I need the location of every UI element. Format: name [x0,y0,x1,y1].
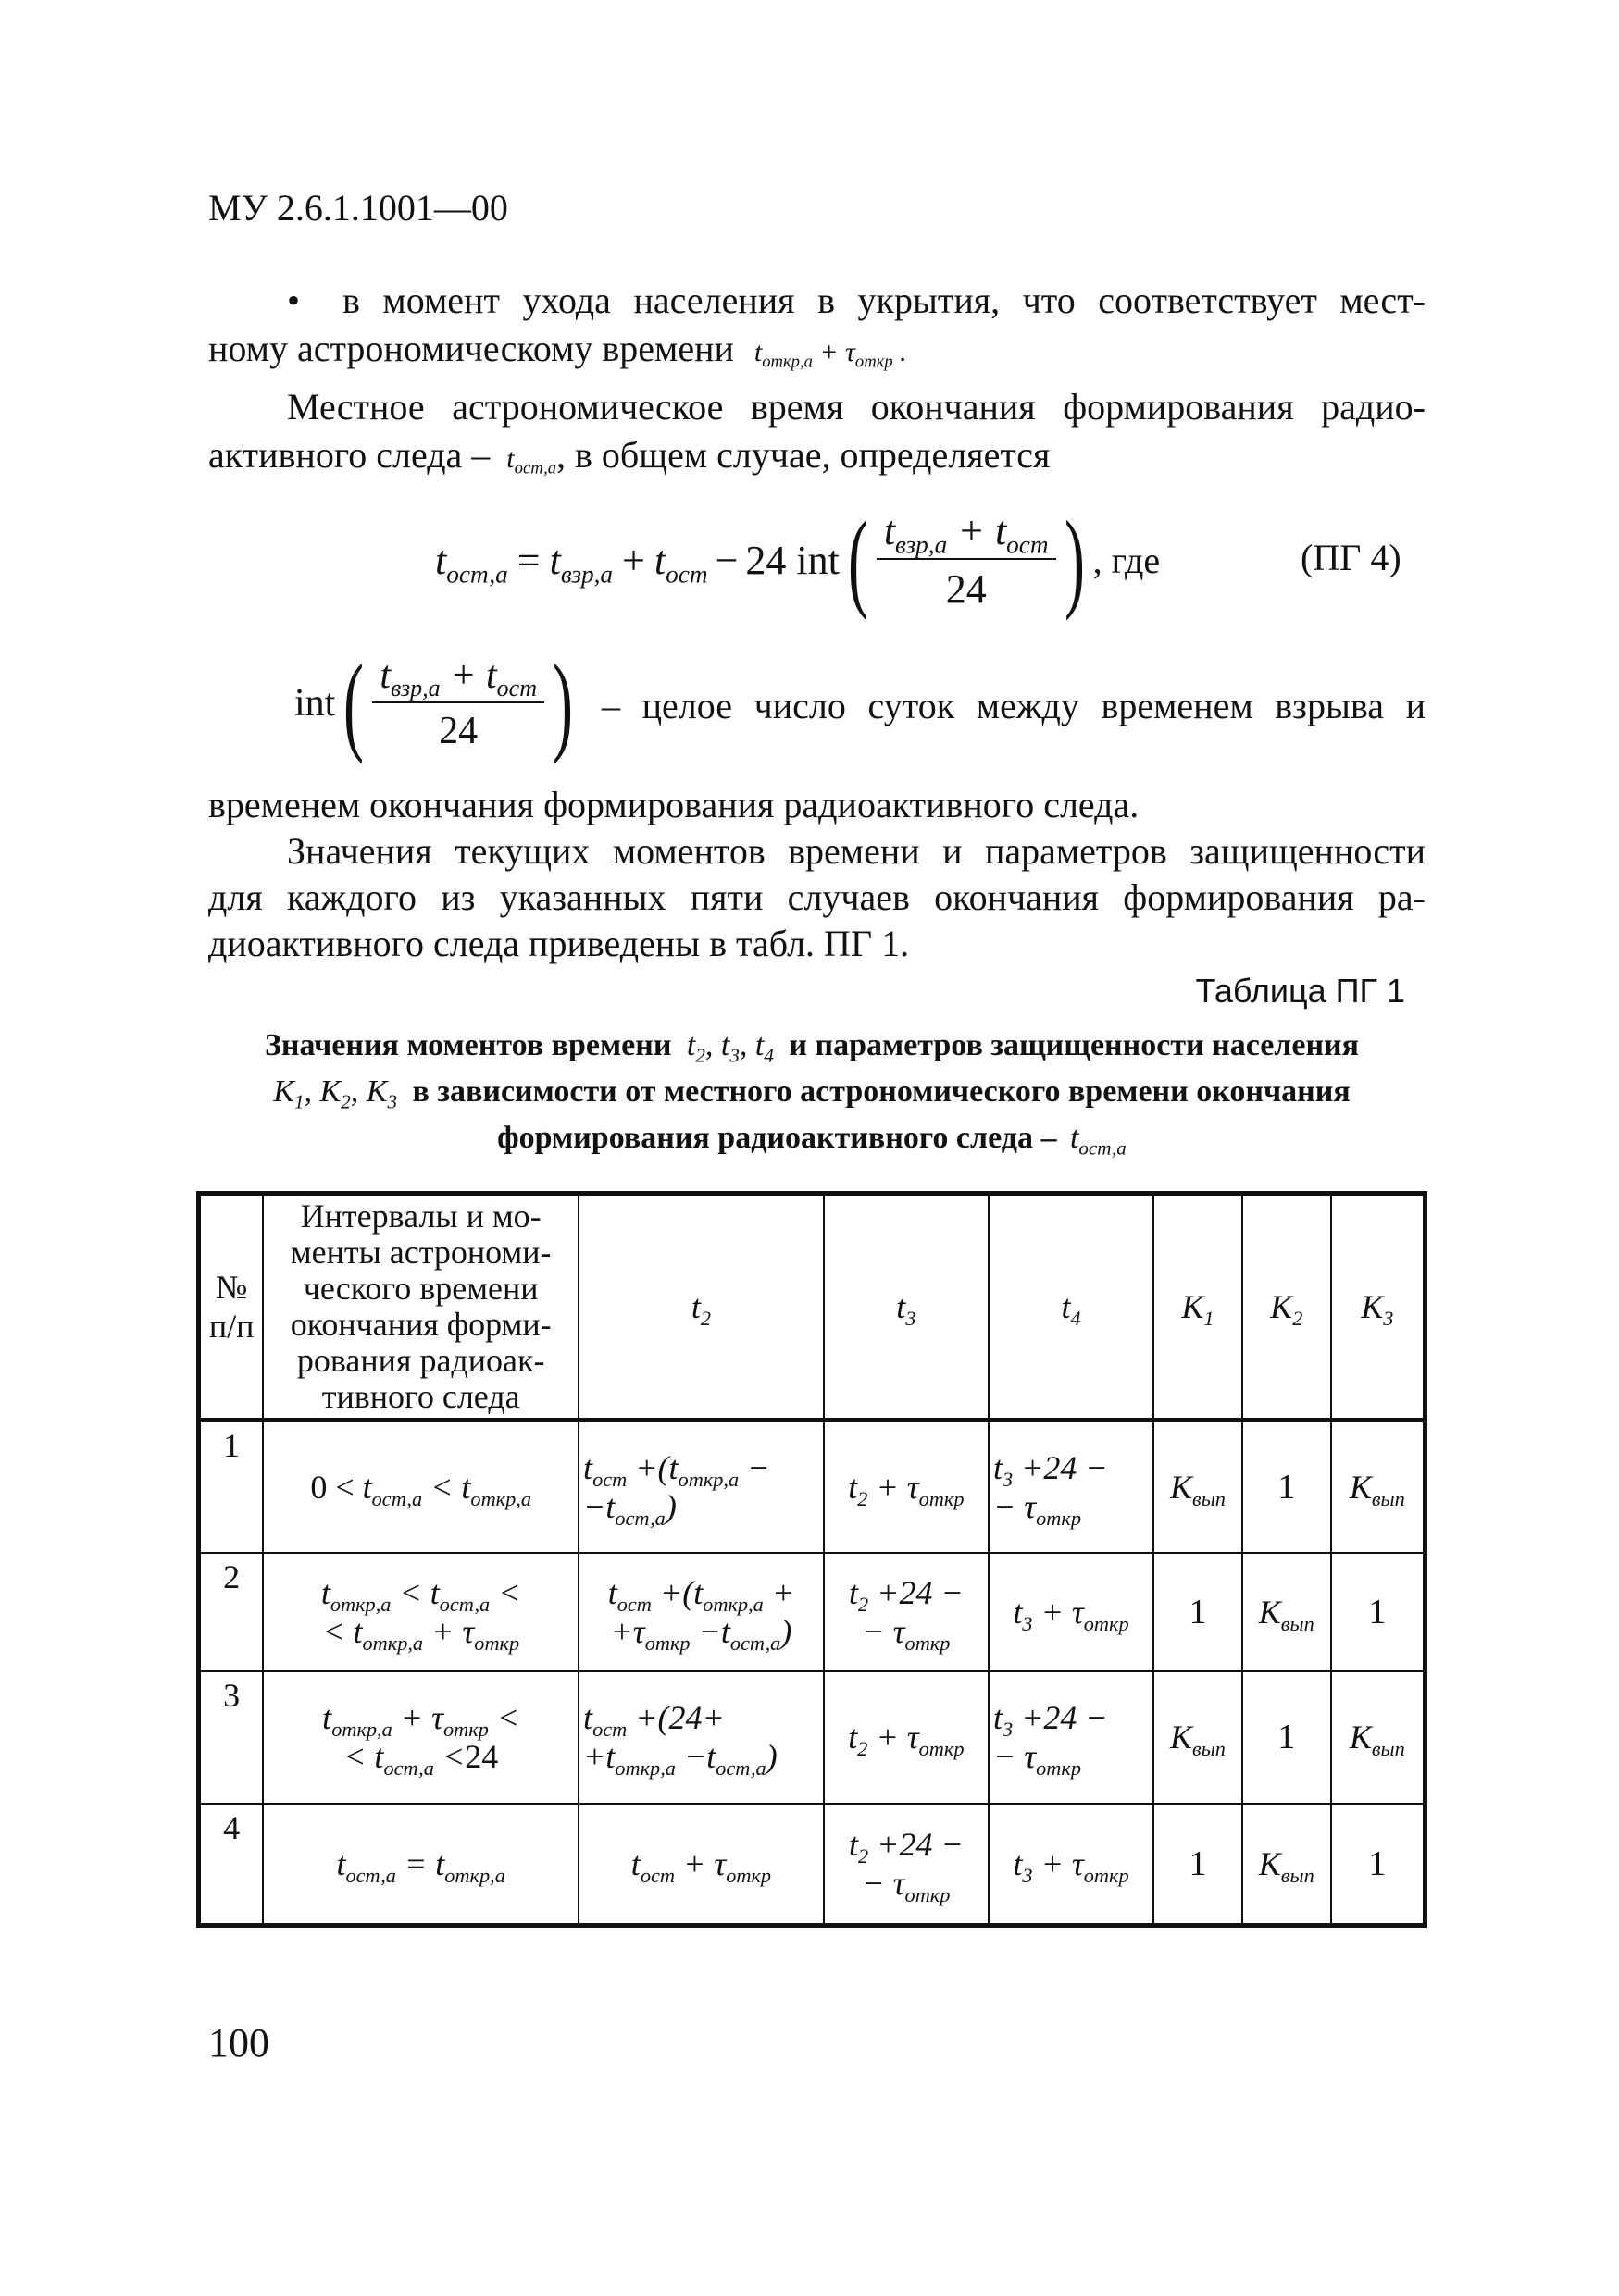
running-header: МУ 2.6.1.1001—00 [208,187,508,229]
formula-equals: = [517,537,541,583]
row3-k3: $K_{вып}$ [1331,1671,1426,1804]
row1-k1: $K_{вып}$ [1153,1421,1242,1553]
table-row [199,1804,1426,1926]
header-num: № п/п [199,1194,264,1421]
header-t3: $t_3$ [824,1194,989,1421]
row2-k3: 1 [1331,1553,1426,1671]
header-t2: $t_2$ [579,1194,824,1421]
para1-line-2a: активного следа – [208,434,491,476]
table-header-row [199,1194,1426,1421]
formula-24int: 24 int [745,537,840,583]
row2-k2: $K_{вып}$ [1242,1553,1331,1671]
para1-tosta: $t_{ост,а}$ [506,443,557,478]
formula-tvzr: $t_{взр,а}$ [549,537,614,589]
row3-interval: $t_{откр,а} + \tau_{откр}$ < < $t_{ост,а} <24$ [263,1671,579,1804]
row1-t3: $t_2 + \tau_{откр}$ [824,1421,989,1553]
formula-paren-close: ) [1064,498,1085,621]
bullet-formula: $t_{откр,а} + \tau_{откр}$ . [753,337,907,372]
row4-k1: 1 [1153,1804,1242,1926]
int-word: int [294,682,336,725]
row3-k1: $K_{вып}$ [1153,1671,1242,1804]
row1-k2: 1 [1242,1421,1331,1553]
table-row [199,1553,1426,1671]
para2-line-3: диоактивного следа приведены в табл. ПГ 1. [208,923,910,964]
para1-line-2 [208,432,1050,481]
int-expression [294,639,581,768]
table-row [199,1421,1426,1553]
row-num: 3 [199,1671,264,1804]
formula-where: , где [1092,539,1161,581]
formula-lhs: $t_{ост,а}$ [435,537,508,589]
formula-denominator: 24 [945,566,987,612]
int-numerator: $t_{взр,а} + t_{ост}$ [372,653,544,703]
header-k1: $K_1$ [1153,1194,1242,1421]
formula-tost: $t_{ост}$ [654,537,708,589]
caption-t234: $t_2$, $t_3$, $t_4$ [686,1028,774,1067]
caption-line-3 [196,1115,1427,1161]
formula-paren-open: ( [847,498,868,621]
formula-plus: + [622,537,645,583]
caption-line-1a: Значения моментов времени [264,1028,672,1062]
para2-line-1: Значения текущих моментов времени и параметров защищенности [287,830,1426,872]
int-denominator: 24 [439,710,479,752]
formula-numerator: $t_{взр,а} + t_{ост}$ [877,507,1056,560]
caption-tosta: $t_{ост,а}$ [1069,1121,1127,1160]
caption-k123: $K_1$, $K_2$, $K_3$ [273,1074,397,1113]
para2-line-2: для каждого из указанных пяти случаев окончания формирования ра- [208,876,1426,918]
row4-t2: $t_{ост} + \tau_{откр}$ [579,1804,824,1926]
row-num: 4 [199,1804,264,1926]
caption-line-2b: в зависимости от местного астрономического времени окончания [412,1074,1351,1109]
row1-t4: $t_3 +24$ − − $\tau_{откр}$ [989,1421,1153,1553]
int-text-line-2: временем окончания формирования радиоактивного следа. [208,784,1140,825]
int-text-line-1: – целое число суток между временем взрыва и [602,685,1426,726]
formula-pg4 [435,495,1160,625]
bullet-marker: • [287,279,301,321]
row2-t3: $t_2 +24$ − − $\tau_{откр}$ [824,1553,989,1671]
row3-t2: $t_{ост} +(24+$ $+t_{откр,а} -t_{ост,а}$) [579,1671,824,1804]
int-fraction [372,653,544,753]
row1-t2: $t_{ост} +(t_{откр,а}$ − $-t_{ост,а}$) [579,1421,824,1553]
formula-minus: − [715,537,739,583]
int-paren-open: ( [343,641,365,764]
para1-line-1: Местное астрономическое время окончания формирования радио- [287,386,1426,428]
table-row [199,1671,1426,1804]
row4-interval: $t_{ост,а} = t_{откр,а}$ [263,1804,579,1926]
row-num: 2 [199,1553,264,1671]
row4-t3: $t_2 +24$ − − $\tau_{откр}$ [824,1804,989,1926]
table-label: Таблица ПГ 1 [1195,972,1405,1010]
caption-line-3a: формирования радиоактивного следа – [497,1121,1057,1155]
row2-t4: $t_3 + \tau_{откр}$ [989,1553,1153,1671]
bullet-line-2 [208,326,907,375]
row3-k2: 1 [1242,1671,1331,1804]
header-k2: $K_2$ [1242,1194,1331,1421]
header-t4: $t_4$ [989,1194,1153,1421]
row2-t2: $t_{ост} +(t_{откр,а}$ + $+\tau_{откр} -t_{ост,а}$) [579,1553,824,1671]
para1-line-2b: , в общем случае, определяется [556,434,1051,476]
row1-k3: $K_{вып}$ [1331,1421,1426,1553]
caption-line-2 [196,1069,1427,1115]
formula-label: (ПГ 4) [1301,537,1401,578]
row2-k1: 1 [1153,1553,1242,1671]
row2-interval: $t_{откр,а} < t_{ост,а}$ < < $t_{откр,а} + \tau_{откр}$ [263,1553,579,1671]
page-number: 100 [208,2020,269,2066]
row4-k2: $K_{вып}$ [1242,1804,1331,1926]
table-caption [196,1023,1427,1161]
row3-t4: $t_3 +24$ − − $\tau_{откр}$ [989,1671,1153,1804]
bullet-line-2-text: ному астрономическому времени [208,328,734,369]
row1-interval: $0 < t_{ост,а} < t_{откр,а}$ [263,1421,579,1553]
formula-fraction [877,507,1056,613]
row4-k3: 1 [1331,1804,1426,1926]
table-pg1 [196,1191,1427,1928]
row3-t3: $t_2 + \tau_{откр}$ [824,1671,989,1804]
caption-line-1 [196,1023,1427,1069]
bullet-line-1: в момент ухода населения в укрытия, что соответствует мест- [342,279,1426,321]
caption-line-1b: и параметров защищенности населения [789,1028,1360,1062]
row-num: 1 [199,1421,264,1553]
header-interval: Интервалы и мо- менты астрономи- ческого времени окончания форми- рования радиоак- тивного следа [263,1194,579,1421]
row4-t4: $t_3 + \tau_{откр}$ [989,1804,1153,1926]
int-paren-close: ) [553,641,574,764]
header-k3: $K_3$ [1331,1194,1426,1421]
